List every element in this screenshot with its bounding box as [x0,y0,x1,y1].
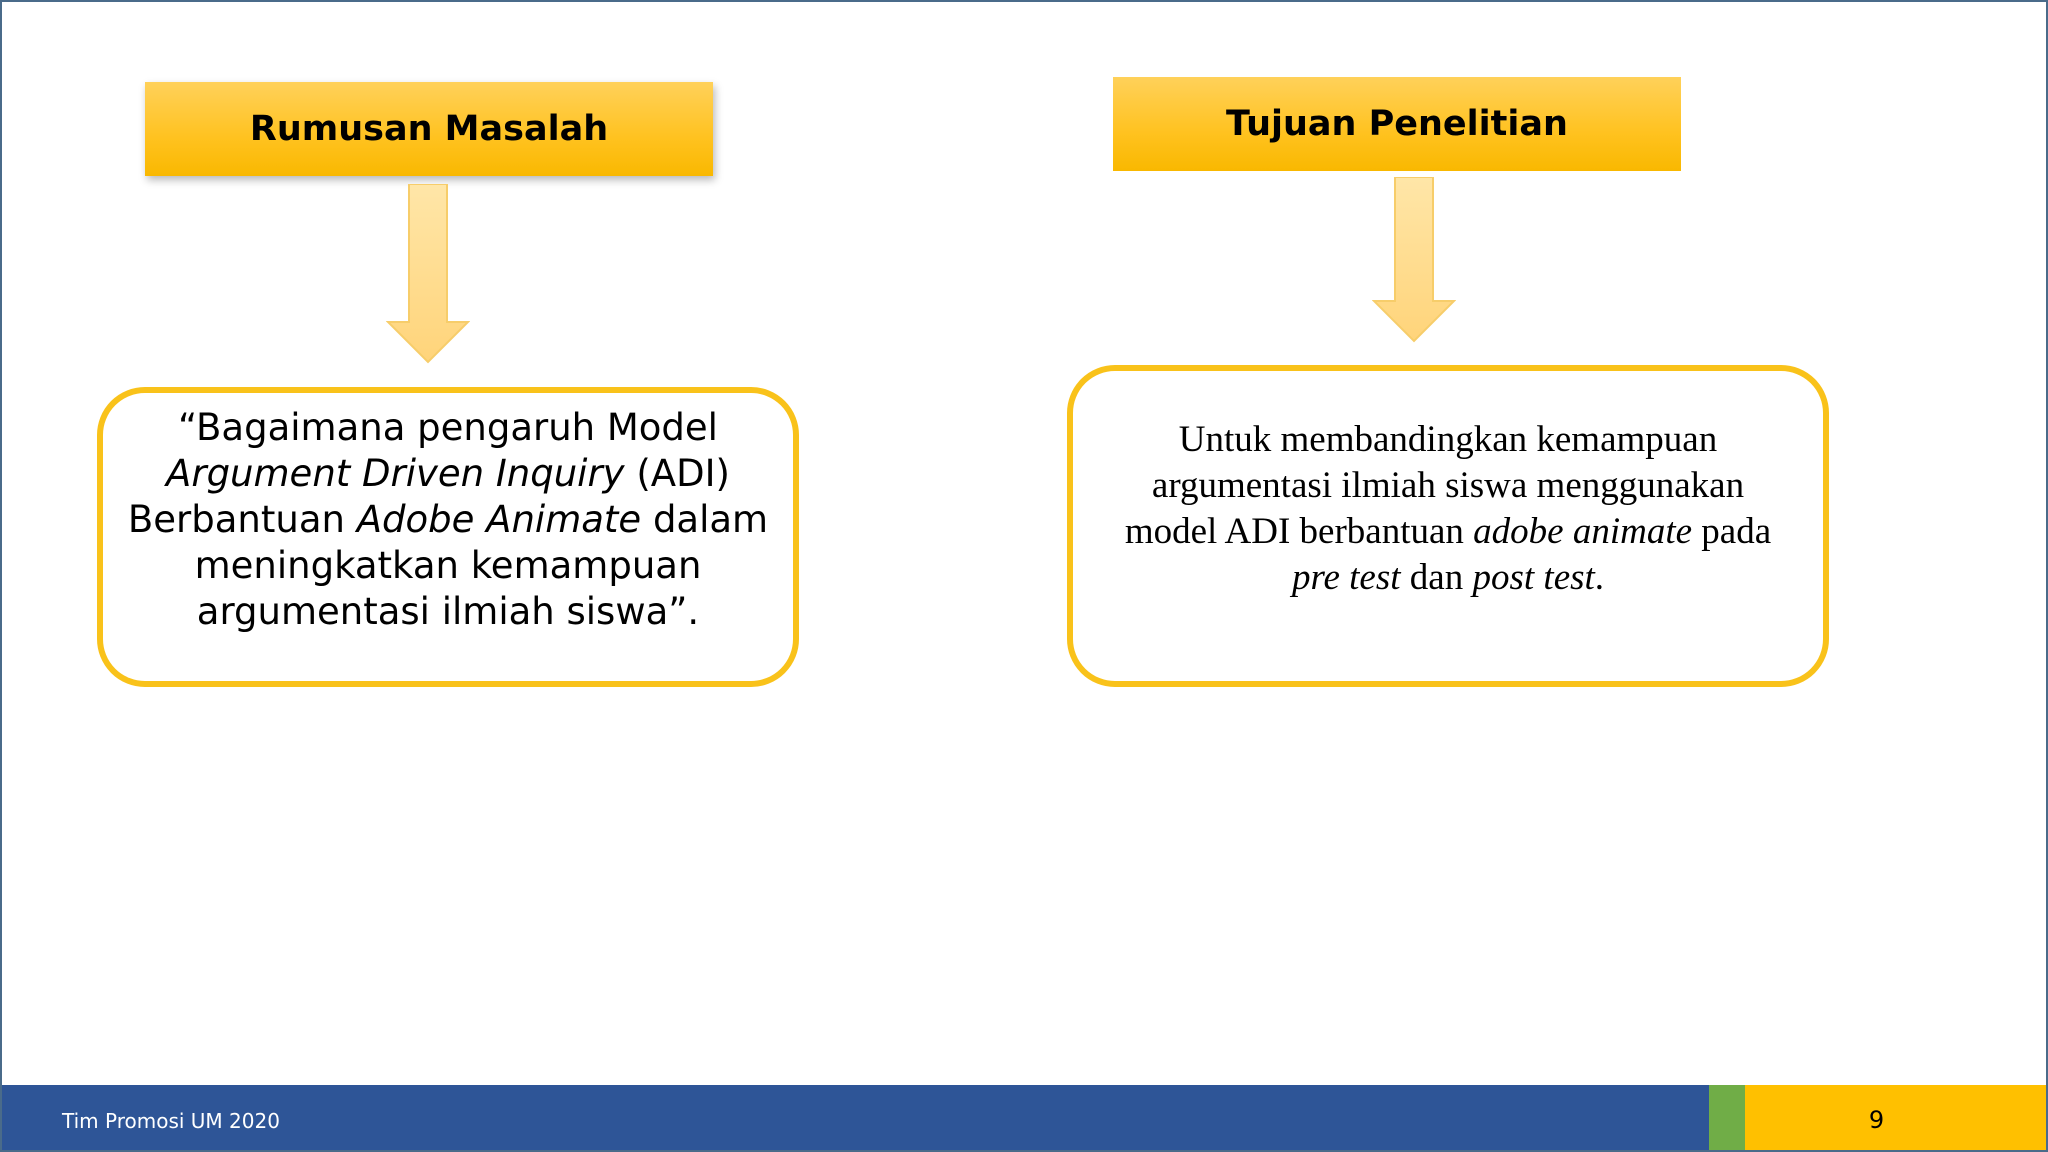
text-run: “Bagaimana pengaruh Model [178,406,718,449]
text-run: dalam [641,498,769,541]
down-arrow-icon [1372,177,1456,343]
italic-run: post test [1472,557,1595,598]
text-line [128,589,768,635]
text-line [128,497,768,543]
tujuan-penelitian-header-text: Tujuan Penelitian [1226,104,1568,144]
text-run: meningkatkan kemampuan [194,544,702,587]
tujuan-penelitian-box [1067,365,1829,687]
text-line [128,405,768,451]
text-run: argumentasi ilmiah siswa”. [196,590,700,633]
italic-run: pre test [1291,557,1401,598]
text-line [1125,463,1771,509]
page-number: 9 [1868,1105,1885,1134]
text-run: Berbantuan [127,498,357,541]
down-arrow-icon [386,184,470,364]
text-line [1125,555,1771,601]
text-run: dan [1400,557,1473,598]
footer-green-accent [1709,1085,1745,1152]
text-run: argumentasi ilmiah siswa menggunakan [1151,465,1745,506]
text-run: Untuk membandingkan kemampuan [1178,419,1718,460]
text-line [128,451,768,497]
italic-run: adobe animate [1473,511,1693,552]
tujuan-penelitian-header [1113,77,1681,171]
text-line [1125,509,1771,555]
rumusan-masalah-box [97,387,799,687]
text-run: (ADI) [624,452,730,495]
italic-run: Adobe Animate [356,498,642,541]
rumusan-masalah-header [145,82,713,176]
footer-label: Tim Promosi UM 2020 [62,1109,280,1133]
tujuan-penelitian-text [1125,417,1771,601]
text-run: model ADI berbantuan [1124,511,1474,552]
italic-run: Argument Driven Inquiry [166,452,625,495]
text-run: pada [1692,511,1772,552]
text-run: . [1594,557,1605,598]
text-line [128,543,768,589]
text-line [1125,417,1771,463]
rumusan-masalah-header-text: Rumusan Masalah [249,109,609,149]
rumusan-masalah-text [128,405,768,635]
